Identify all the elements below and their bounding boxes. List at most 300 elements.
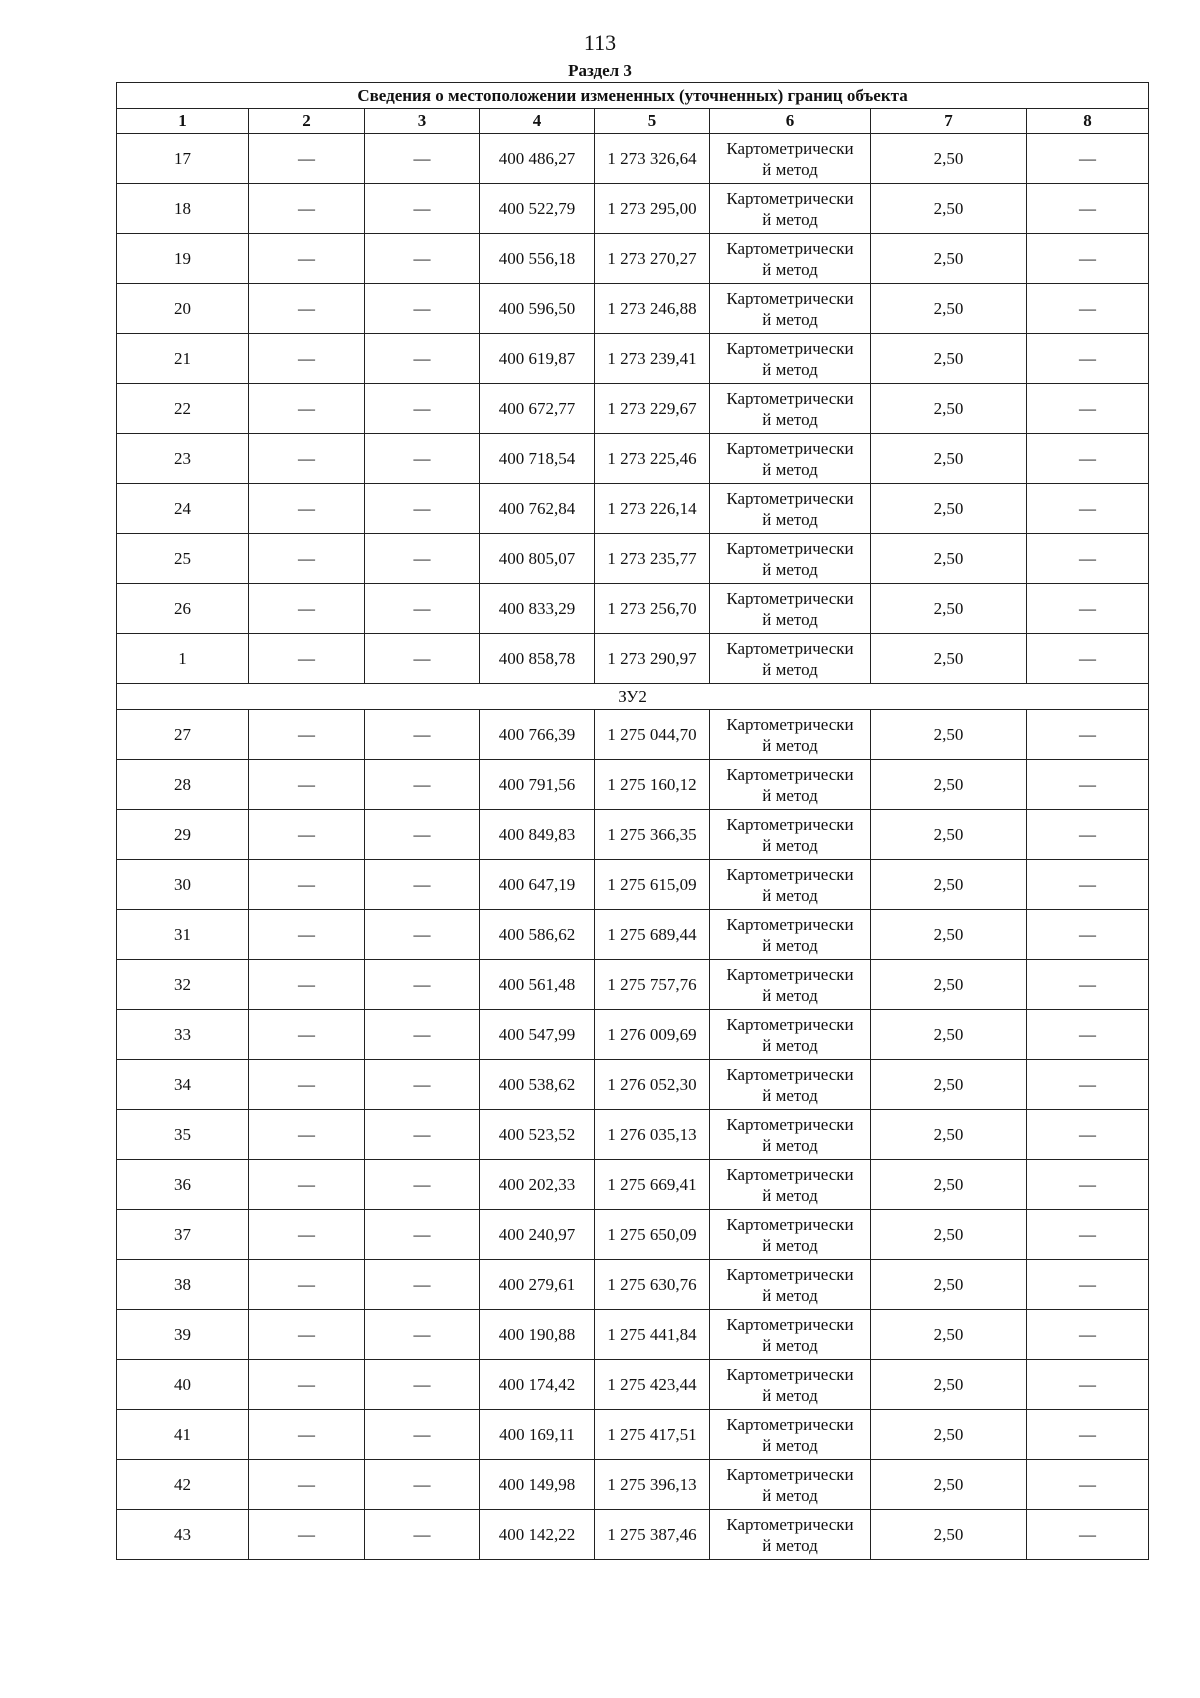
dash-cell: — [365, 1510, 480, 1560]
table-row [117, 1360, 1149, 1410]
dash-cell: — [365, 184, 480, 234]
method-cell [710, 134, 871, 184]
coord-y: 1 275 423,44 [595, 1360, 710, 1410]
coord-x: 400 586,62 [480, 910, 595, 960]
method-line2: й метод [762, 785, 818, 805]
coord-x: 400 647,19 [480, 860, 595, 910]
method-cell [710, 960, 871, 1010]
method-line1: Картометрически [726, 1414, 854, 1434]
dash-cell: — [1027, 1160, 1149, 1210]
dash-cell: — [249, 810, 365, 860]
point-number: 28 [117, 760, 249, 810]
dash-cell: — [249, 1510, 365, 1560]
dash-cell: — [1027, 860, 1149, 910]
accuracy-cell: 2,50 [871, 1160, 1027, 1210]
dash-cell: — [1027, 1510, 1149, 1560]
dash-cell: — [1027, 710, 1149, 760]
point-number: 29 [117, 810, 249, 860]
coord-y: 1 275 650,09 [595, 1210, 710, 1260]
coord-y: 1 276 035,13 [595, 1110, 710, 1160]
dash-cell: — [365, 910, 480, 960]
method-line2: й метод [762, 459, 818, 479]
dash-cell: — [249, 1110, 365, 1160]
dash-cell: — [249, 1060, 365, 1110]
method-line1: Картометрически [726, 914, 854, 934]
method-line2: й метод [762, 559, 818, 579]
coord-y: 1 275 669,41 [595, 1160, 710, 1210]
accuracy-cell: 2,50 [871, 284, 1027, 334]
method-line1: Картометрически [726, 488, 854, 508]
method-cell [710, 634, 871, 684]
table-row [117, 1460, 1149, 1510]
accuracy-cell: 2,50 [871, 1260, 1027, 1310]
method-line1: Картометрически [726, 1464, 854, 1484]
coord-x: 400 833,29 [480, 584, 595, 634]
method-line1: Картометрически [726, 1114, 854, 1134]
coord-y: 1 273 225,46 [595, 434, 710, 484]
method-line1: Картометрически [726, 864, 854, 884]
method-line2: й метод [762, 409, 818, 429]
dash-cell: — [365, 960, 480, 1010]
dash-cell: — [249, 634, 365, 684]
coord-x: 400 169,11 [480, 1410, 595, 1460]
method-cell [710, 434, 871, 484]
coord-x: 400 202,33 [480, 1160, 595, 1210]
table-row [117, 1010, 1149, 1060]
point-number: 31 [117, 910, 249, 960]
dash-cell: — [1027, 1310, 1149, 1360]
dash-cell: — [249, 234, 365, 284]
method-line1: Картометрически [726, 1514, 854, 1534]
point-number: 23 [117, 434, 249, 484]
coord-y: 1 275 396,13 [595, 1460, 710, 1510]
dash-cell: — [1027, 760, 1149, 810]
dash-cell: — [249, 384, 365, 434]
coord-x: 400 174,42 [480, 1360, 595, 1410]
dash-cell: — [1027, 584, 1149, 634]
group-label: ЗУ2 [117, 684, 1149, 710]
column-header: 4 [480, 109, 595, 134]
method-cell [710, 1360, 871, 1410]
dash-cell: — [1027, 234, 1149, 284]
method-line2: й метод [762, 885, 818, 905]
table-row [117, 960, 1149, 1010]
dash-cell: — [249, 1410, 365, 1460]
method-cell [710, 484, 871, 534]
section-title: Раздел 3 [568, 61, 632, 80]
method-cell [710, 1460, 871, 1510]
accuracy-cell: 2,50 [871, 960, 1027, 1010]
dash-cell: — [249, 1160, 365, 1210]
method-cell [710, 1060, 871, 1110]
table-row [117, 810, 1149, 860]
dash-cell: — [1027, 810, 1149, 860]
table-body-part1 [117, 134, 1149, 684]
method-line2: й метод [762, 359, 818, 379]
point-number: 19 [117, 234, 249, 284]
dash-cell: — [249, 1360, 365, 1410]
method-cell [710, 710, 871, 760]
dash-cell: — [1027, 1410, 1149, 1460]
dash-cell: — [1027, 1210, 1149, 1260]
coord-x: 400 619,87 [480, 334, 595, 384]
method-line2: й метод [762, 159, 818, 179]
coord-x: 400 547,99 [480, 1010, 595, 1060]
dash-cell: — [1027, 960, 1149, 1010]
dash-cell: — [365, 384, 480, 434]
column-header: 2 [249, 109, 365, 134]
method-line2: й метод [762, 1485, 818, 1505]
table-row [117, 1310, 1149, 1360]
accuracy-cell: 2,50 [871, 910, 1027, 960]
column-header-row [117, 109, 1149, 134]
accuracy-cell: 2,50 [871, 710, 1027, 760]
table-row [117, 710, 1149, 760]
method-cell [710, 334, 871, 384]
dash-cell: — [365, 1160, 480, 1210]
method-cell [710, 760, 871, 810]
coord-y: 1 273 239,41 [595, 334, 710, 384]
dash-cell: — [1027, 284, 1149, 334]
coord-y: 1 275 387,46 [595, 1510, 710, 1560]
accuracy-cell: 2,50 [871, 234, 1027, 284]
column-header: 3 [365, 109, 480, 134]
method-line1: Картометрически [726, 964, 854, 984]
table-row [117, 1160, 1149, 1210]
dash-cell: — [1027, 434, 1149, 484]
method-line2: й метод [762, 1135, 818, 1155]
method-line1: Картометрически [726, 438, 854, 458]
method-line2: й метод [762, 1385, 818, 1405]
method-line1: Картометрически [726, 1164, 854, 1184]
table-group [117, 684, 1149, 710]
method-cell [710, 384, 871, 434]
method-line2: й метод [762, 259, 818, 279]
method-cell [710, 1310, 871, 1360]
coord-y: 1 273 226,14 [595, 484, 710, 534]
coord-x: 400 858,78 [480, 634, 595, 684]
table-row [117, 284, 1149, 334]
accuracy-cell: 2,50 [871, 1060, 1027, 1110]
coord-y: 1 273 295,00 [595, 184, 710, 234]
coord-y: 1 275 366,35 [595, 810, 710, 860]
method-line2: й метод [762, 1335, 818, 1355]
method-line2: й метод [762, 1435, 818, 1455]
dash-cell: — [249, 1260, 365, 1310]
column-header: 8 [1027, 109, 1149, 134]
method-line2: й метод [762, 985, 818, 1005]
table-row [117, 1260, 1149, 1310]
coord-x: 400 486,27 [480, 134, 595, 184]
accuracy-cell: 2,50 [871, 184, 1027, 234]
point-number: 20 [117, 284, 249, 334]
point-number: 41 [117, 1410, 249, 1460]
accuracy-cell: 2,50 [871, 434, 1027, 484]
method-cell [710, 1110, 871, 1160]
method-cell [710, 910, 871, 960]
method-cell [710, 584, 871, 634]
method-line1: Картометрически [726, 714, 854, 734]
dash-cell: — [365, 760, 480, 810]
point-number: 25 [117, 534, 249, 584]
method-line2: й метод [762, 509, 818, 529]
dash-cell: — [249, 1210, 365, 1260]
method-cell [710, 810, 871, 860]
point-number: 38 [117, 1260, 249, 1310]
coord-y: 1 273 256,70 [595, 584, 710, 634]
table-caption: Сведения о местоположении измененных (уточненных) границ объекта [117, 83, 1149, 109]
dash-cell: — [1027, 1060, 1149, 1110]
method-line1: Картометрически [726, 238, 854, 258]
coord-y: 1 275 689,44 [595, 910, 710, 960]
dash-cell: — [1027, 484, 1149, 534]
method-line1: Картометрически [726, 588, 854, 608]
method-line1: Картометрически [726, 1264, 854, 1284]
dash-cell: — [249, 960, 365, 1010]
dash-cell: — [1027, 184, 1149, 234]
dash-cell: — [365, 1410, 480, 1460]
coord-y: 1 275 441,84 [595, 1310, 710, 1360]
dash-cell: — [249, 134, 365, 184]
coord-x: 400 849,83 [480, 810, 595, 860]
point-number: 18 [117, 184, 249, 234]
point-number: 26 [117, 584, 249, 634]
method-line1: Картометрически [726, 388, 854, 408]
dash-cell: — [249, 534, 365, 584]
method-cell [710, 1260, 871, 1310]
dash-cell: — [365, 1010, 480, 1060]
method-line2: й метод [762, 935, 818, 955]
method-cell [710, 1510, 871, 1560]
dash-cell: — [1027, 1460, 1149, 1510]
method-line1: Картометрически [726, 814, 854, 834]
coord-y: 1 273 235,77 [595, 534, 710, 584]
point-number: 17 [117, 134, 249, 184]
method-cell [710, 184, 871, 234]
coord-x: 400 149,98 [480, 1460, 595, 1510]
dash-cell: — [365, 234, 480, 284]
coord-x: 400 522,79 [480, 184, 595, 234]
coord-y: 1 275 044,70 [595, 710, 710, 760]
dash-cell: — [1027, 384, 1149, 434]
accuracy-cell: 2,50 [871, 860, 1027, 910]
accuracy-cell: 2,50 [871, 1310, 1027, 1360]
dash-cell: — [1027, 1360, 1149, 1410]
method-line1: Картометрически [726, 188, 854, 208]
point-number: 40 [117, 1360, 249, 1410]
accuracy-cell: 2,50 [871, 334, 1027, 384]
method-line2: й метод [762, 1535, 818, 1555]
coord-x: 400 142,22 [480, 1510, 595, 1560]
point-number: 24 [117, 484, 249, 534]
method-line1: Картометрически [726, 1064, 854, 1084]
dash-cell: — [249, 760, 365, 810]
method-line1: Картометрически [726, 538, 854, 558]
dash-cell: — [249, 184, 365, 234]
table-row [117, 584, 1149, 634]
method-line1: Картометрически [726, 338, 854, 358]
point-number: 32 [117, 960, 249, 1010]
coord-y: 1 276 052,30 [595, 1060, 710, 1110]
coord-x: 400 766,39 [480, 710, 595, 760]
method-line1: Картометрически [726, 1364, 854, 1384]
dash-cell: — [365, 334, 480, 384]
method-line1: Картометрически [726, 1214, 854, 1234]
point-number: 30 [117, 860, 249, 910]
dash-cell: — [1027, 634, 1149, 684]
point-number: 1 [117, 634, 249, 684]
table-row [117, 484, 1149, 534]
accuracy-cell: 2,50 [871, 760, 1027, 810]
dash-cell: — [249, 434, 365, 484]
method-line2: й метод [762, 1035, 818, 1055]
point-number: 43 [117, 1510, 249, 1560]
method-cell [710, 234, 871, 284]
dash-cell: — [1027, 1010, 1149, 1060]
coord-y: 1 275 417,51 [595, 1410, 710, 1460]
table-row [117, 534, 1149, 584]
table-row [117, 184, 1149, 234]
dash-cell: — [249, 334, 365, 384]
column-header: 1 [117, 109, 249, 134]
coord-x: 400 240,97 [480, 1210, 595, 1260]
accuracy-cell: 2,50 [871, 810, 1027, 860]
dash-cell: — [365, 710, 480, 760]
dash-cell: — [365, 284, 480, 334]
accuracy-cell: 2,50 [871, 1460, 1027, 1510]
method-line1: Картометрически [726, 1014, 854, 1034]
dash-cell: — [249, 1010, 365, 1060]
method-line2: й метод [762, 835, 818, 855]
coord-y: 1 273 270,27 [595, 234, 710, 284]
boundary-table [116, 82, 1149, 1560]
coord-x: 400 791,56 [480, 760, 595, 810]
coord-y: 1 273 326,64 [595, 134, 710, 184]
point-number: 37 [117, 1210, 249, 1260]
method-line2: й метод [762, 609, 818, 629]
point-number: 27 [117, 710, 249, 760]
point-number: 39 [117, 1310, 249, 1360]
table-row [117, 134, 1149, 184]
point-number: 34 [117, 1060, 249, 1110]
method-line2: й метод [762, 735, 818, 755]
point-number: 22 [117, 384, 249, 434]
accuracy-cell: 2,50 [871, 1410, 1027, 1460]
coord-x: 400 762,84 [480, 484, 595, 534]
method-line1: Картометрически [726, 138, 854, 158]
coord-y: 1 273 246,88 [595, 284, 710, 334]
dash-cell: — [365, 484, 480, 534]
table-row [117, 384, 1149, 434]
coord-x: 400 561,48 [480, 960, 595, 1010]
table-row [117, 1110, 1149, 1160]
column-header: 6 [710, 109, 871, 134]
table-row [117, 1410, 1149, 1460]
coord-x: 400 190,88 [480, 1310, 595, 1360]
column-header: 7 [871, 109, 1027, 134]
dash-cell: — [249, 710, 365, 760]
dash-cell: — [365, 534, 480, 584]
point-number: 42 [117, 1460, 249, 1510]
method-cell [710, 1410, 871, 1460]
table-row [117, 760, 1149, 810]
coord-x: 400 718,54 [480, 434, 595, 484]
method-line2: й метод [762, 1285, 818, 1305]
dash-cell: — [365, 434, 480, 484]
dash-cell: — [1027, 334, 1149, 384]
accuracy-cell: 2,50 [871, 634, 1027, 684]
dash-cell: — [249, 1310, 365, 1360]
coord-y: 1 275 630,76 [595, 1260, 710, 1310]
table-row [117, 910, 1149, 960]
page-number: 113 [583, 30, 617, 55]
method-line2: й метод [762, 659, 818, 679]
dash-cell: — [249, 584, 365, 634]
dash-cell: — [365, 134, 480, 184]
dash-cell: — [249, 860, 365, 910]
accuracy-cell: 2,50 [871, 484, 1027, 534]
dash-cell: — [1027, 1110, 1149, 1160]
coord-x: 400 596,50 [480, 284, 595, 334]
method-line2: й метод [762, 309, 818, 329]
coord-y: 1 275 757,76 [595, 960, 710, 1010]
coord-x: 400 279,61 [480, 1260, 595, 1310]
dash-cell: — [1027, 534, 1149, 584]
table-row [117, 1210, 1149, 1260]
point-number: 35 [117, 1110, 249, 1160]
accuracy-cell: 2,50 [871, 584, 1027, 634]
dash-cell: — [365, 1210, 480, 1260]
point-number: 36 [117, 1160, 249, 1210]
dash-cell: — [249, 484, 365, 534]
table-row [117, 1060, 1149, 1110]
table-row [117, 1510, 1149, 1560]
point-number: 33 [117, 1010, 249, 1060]
point-number: 21 [117, 334, 249, 384]
column-header: 5 [595, 109, 710, 134]
method-line1: Картометрически [726, 288, 854, 308]
dash-cell: — [365, 1460, 480, 1510]
method-cell [710, 534, 871, 584]
dash-cell: — [365, 1060, 480, 1110]
table-body-part2 [117, 710, 1149, 1560]
method-cell [710, 284, 871, 334]
accuracy-cell: 2,50 [871, 1360, 1027, 1410]
dash-cell: — [1027, 910, 1149, 960]
dash-cell: — [365, 584, 480, 634]
table-row [117, 334, 1149, 384]
dash-cell: — [365, 634, 480, 684]
dash-cell: — [365, 1110, 480, 1160]
accuracy-cell: 2,50 [871, 1510, 1027, 1560]
accuracy-cell: 2,50 [871, 384, 1027, 434]
table-row [117, 434, 1149, 484]
accuracy-cell: 2,50 [871, 1210, 1027, 1260]
method-line1: Картометрически [726, 638, 854, 658]
accuracy-cell: 2,50 [871, 134, 1027, 184]
dash-cell: — [249, 1460, 365, 1510]
coord-y: 1 275 160,12 [595, 760, 710, 810]
method-cell [710, 1010, 871, 1060]
dash-cell: — [365, 1360, 480, 1410]
method-cell [710, 1210, 871, 1260]
dash-cell: — [1027, 134, 1149, 184]
accuracy-cell: 2,50 [871, 534, 1027, 584]
dash-cell: — [365, 810, 480, 860]
method-line2: й метод [762, 1185, 818, 1205]
table-row [117, 234, 1149, 284]
coord-y: 1 273 229,67 [595, 384, 710, 434]
